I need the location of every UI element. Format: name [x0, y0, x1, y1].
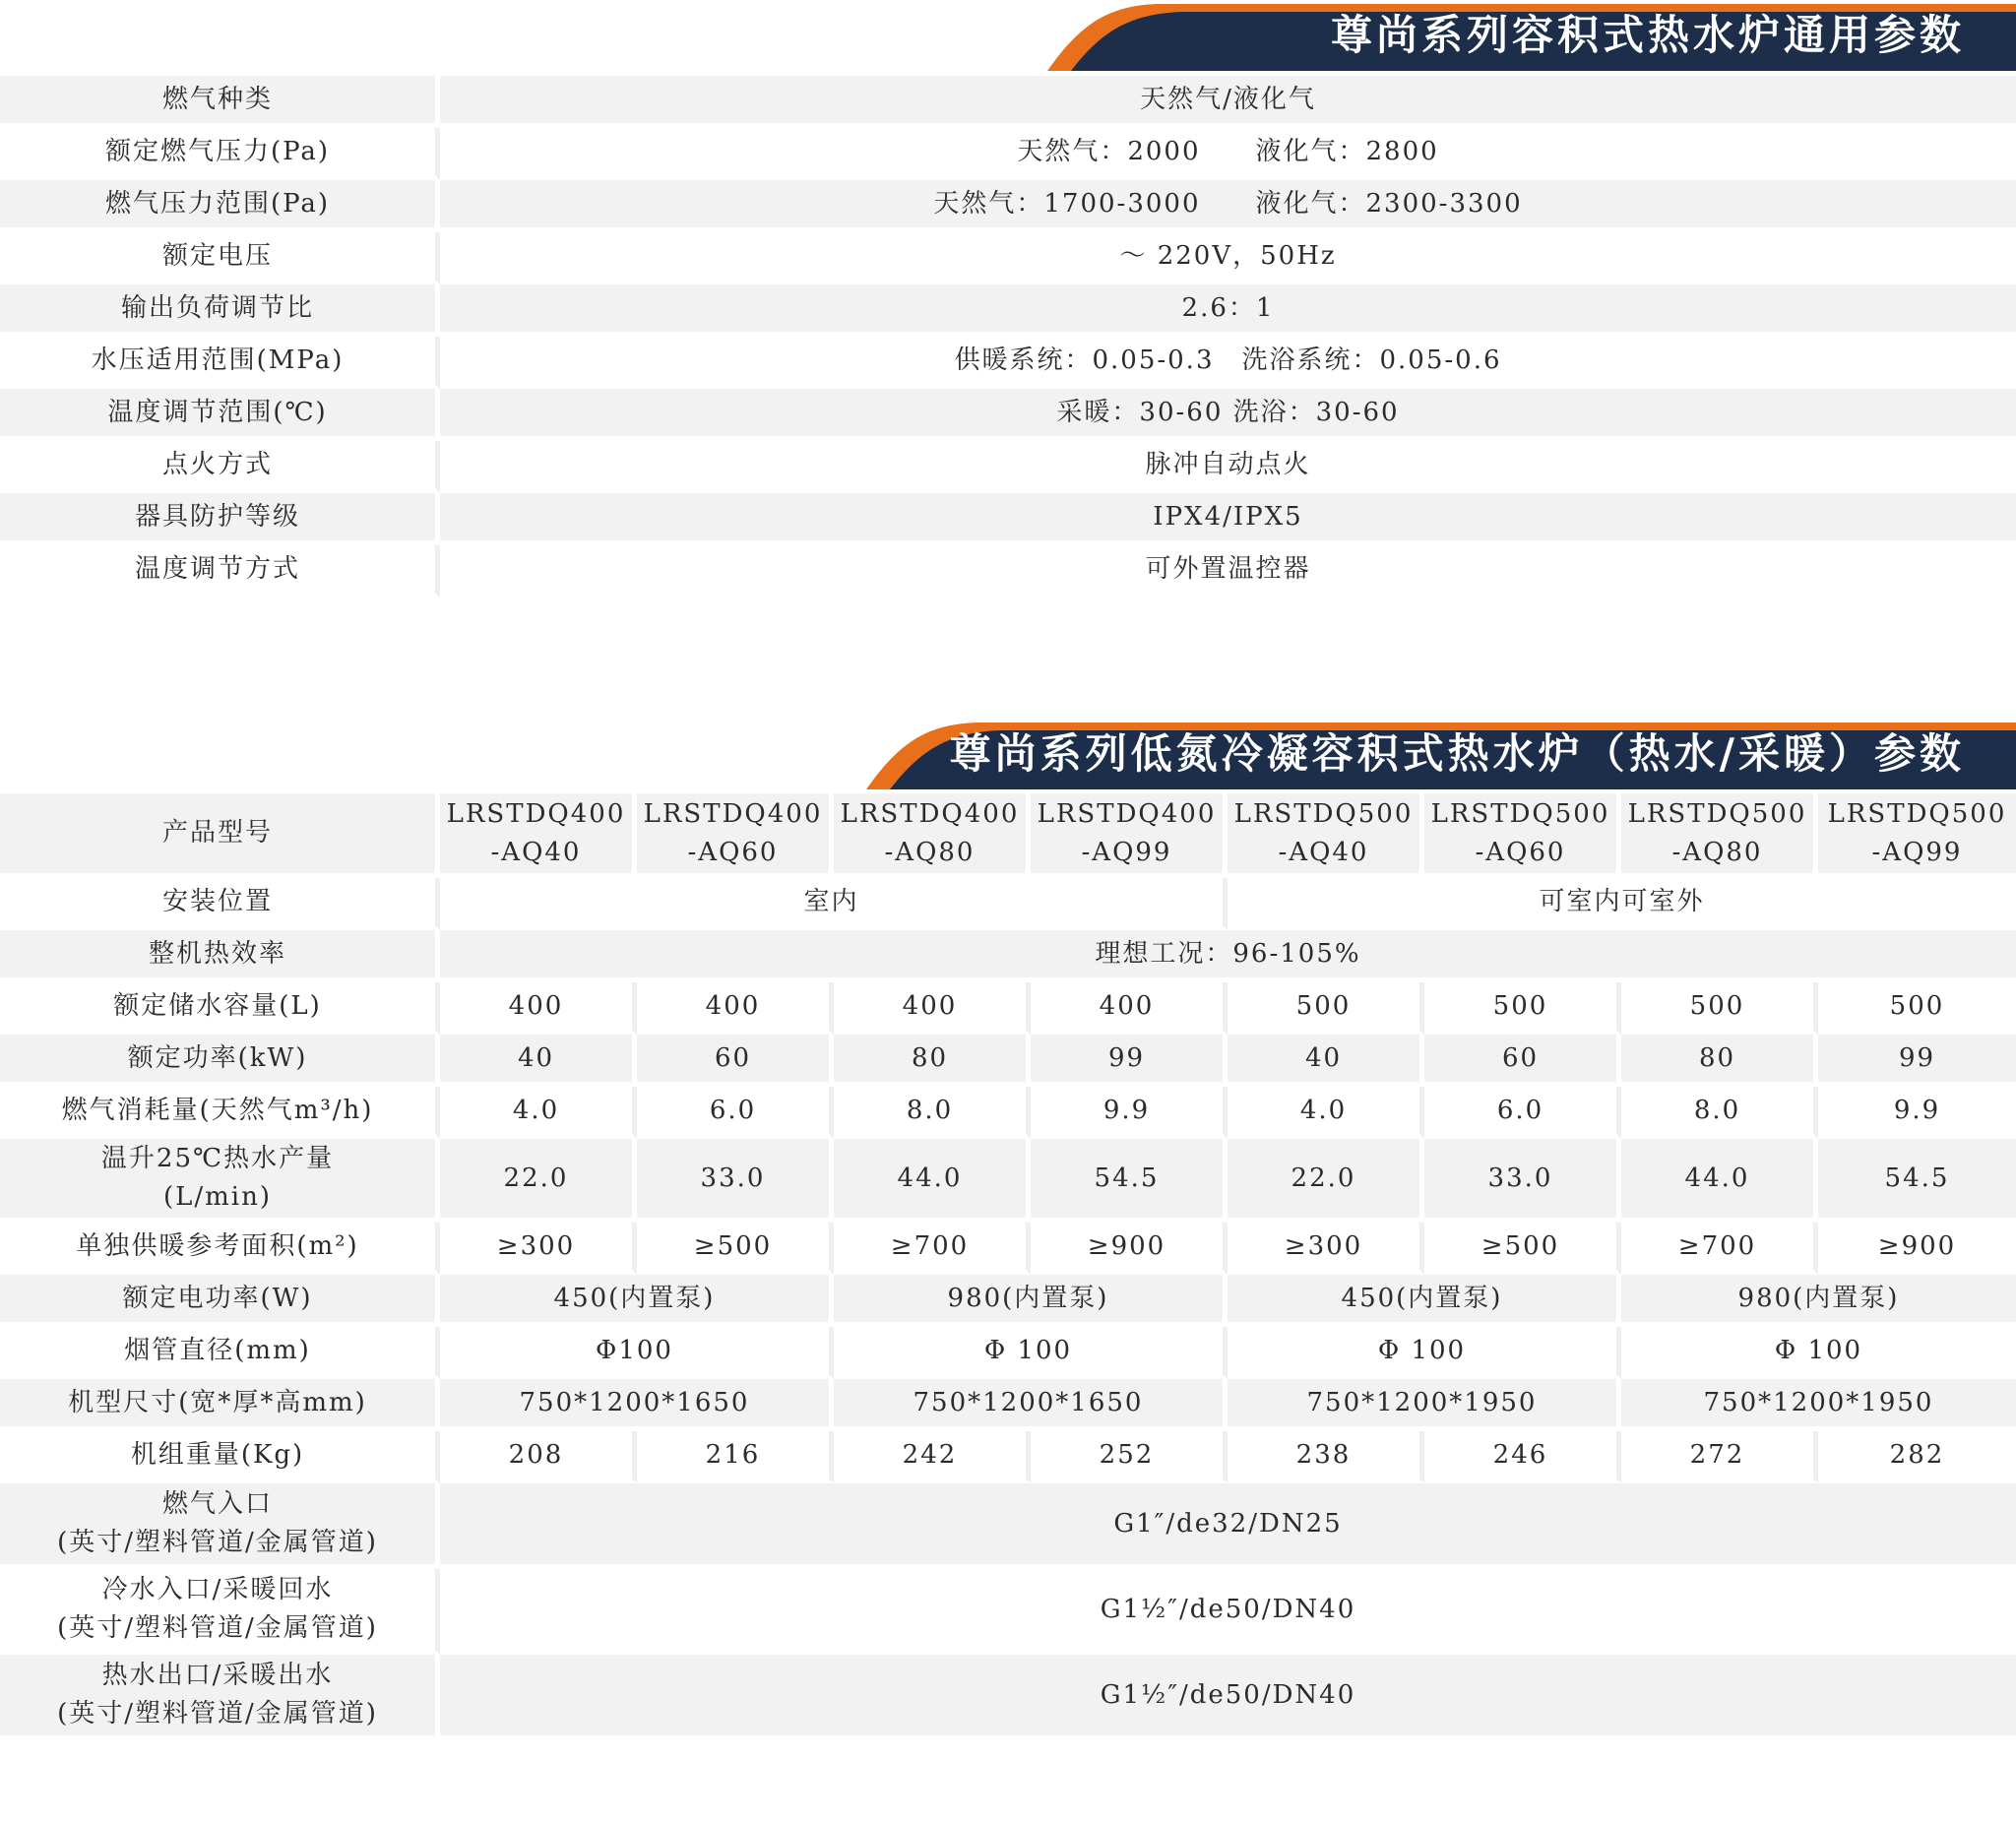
value-cell: ≥700 — [834, 1223, 1031, 1275]
value-cell: 40 — [440, 1035, 637, 1087]
value-cell: 242 — [834, 1431, 1031, 1483]
row-value: 天然气：2000 液化气：2800 — [440, 128, 2016, 180]
table-row — [0, 232, 2016, 284]
row-label: 器具防护等级 — [0, 493, 440, 545]
row-value: ～ 220V，50Hz — [440, 232, 2016, 284]
row-label: 额定电压 — [0, 232, 440, 284]
value-cell: 60 — [637, 1035, 834, 1087]
model-cell: LRSTDQ500 -AQ99 — [1818, 793, 2016, 878]
section1-banner — [0, 0, 2016, 71]
table-row — [0, 180, 2016, 232]
row-value: IPX4/IPX5 — [440, 493, 2016, 545]
row-label: 燃气入口 (英寸/塑料管道/金属管道) — [0, 1483, 440, 1569]
section2-title: 尊尚系列低氮冷凝容积式热水炉（热水/采暖）参数 — [949, 729, 1965, 778]
value-cell: 60 — [1424, 1035, 1621, 1087]
value-cell: 44.0 — [834, 1139, 1031, 1223]
value-cell: 33.0 — [1424, 1139, 1621, 1223]
value-cell: 22.0 — [1228, 1139, 1424, 1223]
table-row — [0, 76, 2016, 128]
table-row — [0, 493, 2016, 545]
row-label: 燃气种类 — [0, 76, 440, 128]
value-cell: 80 — [834, 1035, 1031, 1087]
row-label: 安装位置 — [0, 878, 440, 930]
table-row-size — [0, 1379, 2016, 1431]
value-cell: Φ 100 — [1621, 1327, 2016, 1379]
table-row-weight — [0, 1431, 2016, 1483]
table-row — [0, 128, 2016, 180]
table-row — [0, 441, 2016, 493]
row-label: 额定电功率(W) — [0, 1275, 440, 1327]
value-cell: 80 — [1621, 1035, 1818, 1087]
row-label: 温度调节范围(℃) — [0, 389, 440, 441]
table-row-gas — [0, 1087, 2016, 1139]
value-cell: 400 — [440, 982, 637, 1035]
value-cell: 750*1200*1950 — [1228, 1379, 1621, 1431]
table-row-install — [0, 878, 2016, 930]
table-row-capacity — [0, 982, 2016, 1035]
row-label: 整机热效率 — [0, 930, 440, 982]
value-cell: ≥300 — [1228, 1223, 1424, 1275]
value-cell: 6.0 — [1424, 1087, 1621, 1139]
value-cell: 750*1200*1650 — [834, 1379, 1228, 1431]
value-cell: 400 — [637, 982, 834, 1035]
row-value: 天然气：1700-3000 液化气：2300-3300 — [440, 180, 2016, 232]
table-row-flue — [0, 1327, 2016, 1379]
model-cell: LRSTDQ500 -AQ80 — [1621, 793, 1818, 878]
model-params-table — [0, 793, 2016, 1740]
value-cell: 4.0 — [440, 1087, 637, 1139]
row-label: 燃气消耗量(天然气m³/h) — [0, 1087, 440, 1139]
value-cell: 99 — [1031, 1035, 1228, 1087]
value-cell: 33.0 — [637, 1139, 834, 1223]
value-cell: 54.5 — [1031, 1139, 1228, 1223]
value-cell: 238 — [1228, 1431, 1424, 1483]
value-cell: G1½″/de50/DN40 — [440, 1655, 2016, 1740]
value-cell: 252 — [1031, 1431, 1228, 1483]
value-cell: Φ 100 — [1228, 1327, 1621, 1379]
row-label: 额定功率(kW) — [0, 1035, 440, 1087]
row-label: 额定储水容量(L) — [0, 982, 440, 1035]
value-cell: 8.0 — [834, 1087, 1031, 1139]
model-cell: LRSTDQ500 -AQ40 — [1228, 793, 1424, 878]
value-cell: 500 — [1228, 982, 1424, 1035]
value-cell: 54.5 — [1818, 1139, 2016, 1223]
table-row-power — [0, 1035, 2016, 1087]
value-cell: ≥700 — [1621, 1223, 1818, 1275]
value-cell: 4.0 — [1228, 1087, 1424, 1139]
table-row-gasinlet — [0, 1483, 2016, 1569]
row-value: 供暖系统：0.05-0.3 洗浴系统：0.05-0.6 — [440, 337, 2016, 389]
install-both: 可室内可室外 — [1228, 878, 2016, 930]
value-cell: 208 — [440, 1431, 637, 1483]
section2-banner — [0, 719, 2016, 789]
value-cell: 44.0 — [1621, 1139, 1818, 1223]
value-cell: 500 — [1818, 982, 2016, 1035]
value-cell: 22.0 — [440, 1139, 637, 1223]
table-row-hotwater — [0, 1139, 2016, 1223]
table-row — [0, 337, 2016, 389]
value-cell: ≥900 — [1818, 1223, 2016, 1275]
value-cell: 99 — [1818, 1035, 2016, 1087]
value-cell: 750*1200*1950 — [1621, 1379, 2016, 1431]
row-value: 可外置温控器 — [440, 545, 2016, 597]
value-cell: 272 — [1621, 1431, 1818, 1483]
value-cell: 8.0 — [1621, 1087, 1818, 1139]
row-label: 单独供暖参考面积(m²) — [0, 1223, 440, 1275]
value-cell: ≥500 — [1424, 1223, 1621, 1275]
value-cell: 750*1200*1650 — [440, 1379, 834, 1431]
model-cell: LRSTDQ400 -AQ40 — [440, 793, 637, 878]
row-label: 机组重量(Kg) — [0, 1431, 440, 1483]
table-row-model — [0, 793, 2016, 878]
model-cell: LRSTDQ500 -AQ60 — [1424, 793, 1621, 878]
table-row-coldinlet — [0, 1569, 2016, 1655]
efficiency-value: 理想工况：96-105% — [440, 930, 2016, 982]
value-cell: ≥900 — [1031, 1223, 1228, 1275]
section1-title: 尊尚系列容积式热水炉通用参数 — [1330, 11, 1965, 59]
value-cell: Φ100 — [440, 1327, 834, 1379]
row-label: 热水出口/采暖出水 (英寸/塑料管道/金属管道) — [0, 1655, 440, 1740]
value-cell: G1½″/de50/DN40 — [440, 1569, 2016, 1655]
row-value: 脉冲自动点火 — [440, 441, 2016, 493]
row-label: 温度调节方式 — [0, 545, 440, 597]
row-value: 采暖：30-60 洗浴：30-60 — [440, 389, 2016, 441]
value-cell: 6.0 — [637, 1087, 834, 1139]
value-cell: 400 — [834, 982, 1031, 1035]
model-cell: LRSTDQ400 -AQ80 — [834, 793, 1031, 878]
value-cell: 9.9 — [1031, 1087, 1228, 1139]
value-cell: 450(内置泵) — [1228, 1275, 1621, 1327]
value-cell: 9.9 — [1818, 1087, 2016, 1139]
value-cell: 450(内置泵) — [440, 1275, 834, 1327]
table-row-area — [0, 1223, 2016, 1275]
row-label: 温升25℃热水产量 (L/min) — [0, 1139, 440, 1223]
table-row — [0, 545, 2016, 597]
table-row-elec — [0, 1275, 2016, 1327]
table-row — [0, 284, 2016, 337]
value-cell: 500 — [1424, 982, 1621, 1035]
general-params-table — [0, 76, 2016, 597]
value-cell: 980(内置泵) — [834, 1275, 1228, 1327]
row-label: 额定燃气压力(Pa) — [0, 128, 440, 180]
value-cell: ≥300 — [440, 1223, 637, 1275]
table-row-efficiency — [0, 930, 2016, 982]
value-cell: 980(内置泵) — [1621, 1275, 2016, 1327]
row-label: 水压适用范围(MPa) — [0, 337, 440, 389]
install-indoor: 室内 — [440, 878, 1228, 930]
row-label: 燃气压力范围(Pa) — [0, 180, 440, 232]
row-label: 点火方式 — [0, 441, 440, 493]
row-label: 冷水入口/采暖回水 (英寸/塑料管道/金属管道) — [0, 1569, 440, 1655]
model-cell: LRSTDQ400 -AQ60 — [637, 793, 834, 878]
value-cell: 246 — [1424, 1431, 1621, 1483]
value-cell: 500 — [1621, 982, 1818, 1035]
table-row-hotoutlet — [0, 1655, 2016, 1740]
value-cell: 282 — [1818, 1431, 2016, 1483]
value-cell: Φ 100 — [834, 1327, 1228, 1379]
value-cell: G1″/de32/DN25 — [440, 1483, 2016, 1569]
model-cell: LRSTDQ400 -AQ99 — [1031, 793, 1228, 878]
value-cell: ≥500 — [637, 1223, 834, 1275]
value-cell: 400 — [1031, 982, 1228, 1035]
row-value: 天然气/液化气 — [440, 76, 2016, 128]
row-label: 机型尺寸(宽*厚*高mm) — [0, 1379, 440, 1431]
row-label: 输出负荷调节比 — [0, 284, 440, 337]
value-cell: 40 — [1228, 1035, 1424, 1087]
value-cell: 216 — [637, 1431, 834, 1483]
row-label: 烟管直径(mm) — [0, 1327, 440, 1379]
table-row — [0, 389, 2016, 441]
row-value: 2.6：1 — [440, 284, 2016, 337]
row-label: 产品型号 — [0, 793, 440, 878]
